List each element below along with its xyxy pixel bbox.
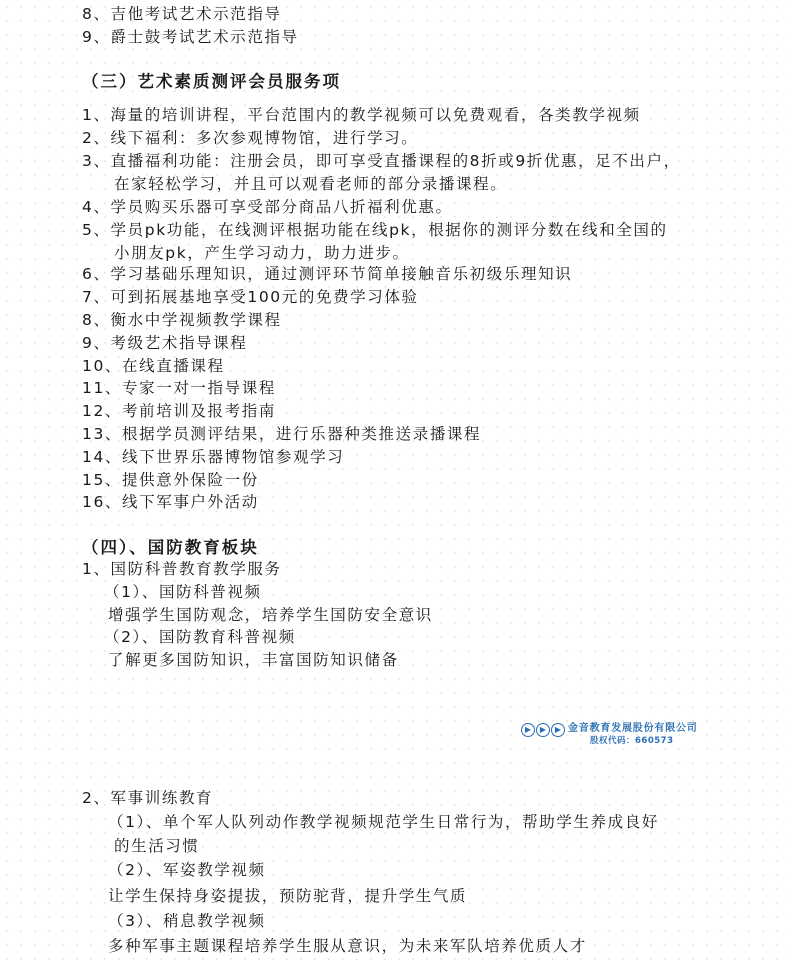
list-item: 9、考级艺术指导课程 [82,334,248,352]
list-item: 4、学员购买乐器可享受部分商品八折福利优惠。 [82,198,453,216]
sub-item-text: 让学生保持身姿提拔，预防驼背，提升学生气质 [108,887,468,905]
sub-item-text: 多种军事主题课程培养学生服从意识，为未来军队培养优质人才 [108,937,587,955]
list-item: 5、学员pk功能，在线测评根据功能在线pk，根据你的测评分数在线和全国的 [82,221,668,239]
subsection-title: 2、军事训练教育 [82,789,214,807]
sub-item-title: （2）、军姿教学视频 [108,861,266,879]
sub-item-title: （3）、稍息教学视频 [108,912,266,930]
list-item: 14、线下世界乐器博物馆参观学习 [82,448,345,466]
list-item: 15、提供意外保险一份 [82,471,259,489]
section-heading-4: （四）、国防教育板块 [82,538,259,557]
list-item: 12、考前培训及报考指南 [82,402,276,420]
list-item-continuation: 在家轻松学习，并且可以观看老师的部分录播课程。 [114,175,508,193]
item-guitar-guide: 8、吉他考试艺术示范指导 [82,5,282,23]
list-item: 1、海量的培训讲程，平台范围内的教学视频可以免费观看，各类教学视频 [82,106,641,124]
list-item-continuation: 小朋友pk，产生学习动力，助力进步。 [114,244,410,262]
list-item: 2、线下福利：多次参观博物馆，进行学习。 [82,129,419,147]
sub-item-text: 增强学生国防观念，培养学生国防安全意识 [108,606,433,624]
list-item: 10、在线直播课程 [82,357,225,375]
list-item: 8、衡水中学视频教学课程 [82,311,282,329]
list-item: 3、直播福利功能：注册会员，即可享受直播课程的8折或9折优惠，足不出户， [82,152,681,170]
stock-code: 股权代码：660573 [590,736,674,746]
item-drum-guide: 9、爵士鼓考试艺术示范指导 [82,28,299,46]
section-heading-3: （三）艺术素质测评会员服务项 [82,72,341,91]
triple-arrow-icon: ▶ ▶ ▶ [521,723,565,737]
company-footer [521,722,698,747]
sub-item-continuation: 的生活习惯 [114,837,200,855]
list-item: 7、可到拓展基地享受100元的免费学习体验 [82,288,419,306]
list-item: 11、专家一对一指导课程 [82,379,276,397]
sub-item-title: （2）、国防教育科普视频 [104,628,296,646]
sub-item-title: （1）、国防科普视频 [104,583,262,601]
company-name: 金音教育发展股份有限公司 [568,723,698,734]
list-item: 6、学习基础乐理知识，通过测评环节简单接触音乐初级乐理知识 [82,265,573,283]
sub-item-title: （1）、单个军人队列动作教学视频规范学生日常行为，帮助学生养成良好 [108,813,659,831]
subsection-title: 1、国防科普教育教学服务 [82,560,282,578]
list-item: 16、线下军事户外活动 [82,493,259,511]
sub-item-text: 了解更多国防知识，丰富国防知识储备 [108,651,399,669]
list-item: 13、根据学员测评结果，进行乐器种类推送录播课程 [82,425,482,443]
